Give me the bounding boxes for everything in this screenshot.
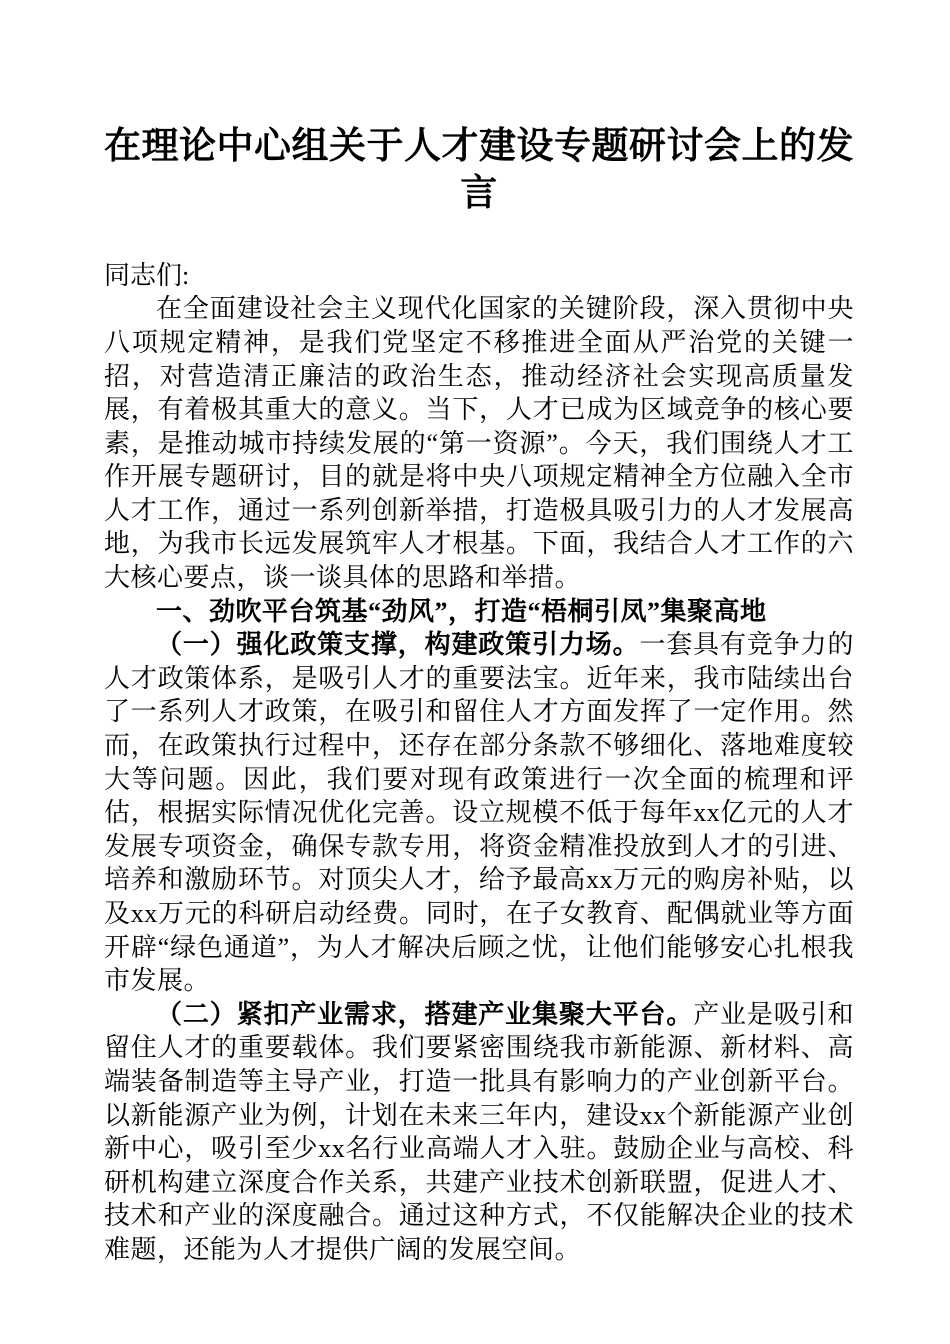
document-title: 在理论中心组关于人才建设专题研讨会上的发言 [104,125,854,214]
subsection-1-body: 一套具有竞争力的人才政策体系，是吸引人才的重要法宝。近年来，我市陆续出台了一系列人才政策，在吸引和留住人才方面发挥了一定作用。然而，在政策执行过程中，还存在部分条款不够细化、落地难度较大等问题。因此，我们要对现有政策进行一次全面的梳理和评估，根据实际情况优化完善。设立规模不低于每年xx亿元的人才发展专项资金，确保专款专用，将资金精准投放到人才的引进、培养和激励环节。对顶尖人才，给予最高xx万元的购房补贴，以及xx万元的科研启动经费。同时，在子女教育、配偶就业等方面开辟“绿色通道”，为人才解决后顾之忧，让他们能够安心扎根我市发展。 [104,630,854,996]
subsection-paragraph-1 [104,628,854,998]
salutation: 同志们: [104,260,190,290]
intro-paragraph: 在全面建设社会主义现代化国家的关键阶段，深入贯彻中央八项规定精神，是我们党坚定不移推进全面从严治党的关键一招，对营造清正廉洁的政治生态，推动经济社会实现高质量发展，有着极其重大的意义。当下，人才已成为区域竞争的核心要素，是推动城市持续发展的“第一资源”。今天，我们围绕人才工作开展专题研讨，目的就是将中央八项规定精神全方位融入全市人才工作，通过一系列创新举措，打造极具吸引力的人才发展高地，为我市长远发展筑牢人才根基。下面，我结合人才工作的六大核心要点，谈一谈具体的思路和举措。 [104,294,854,593]
subsection-2-body: 产业是吸引和留住人才的重要载体。我们要紧密围绕我市新能源、新材料、高端装备制造等主导产业，打造一批具有影响力的产业创新平台。以新能源产业为例，计划在未来三年内，建设xx个新能源产业创新中心，吸引至少xx名行业高端人才入驻。鼓励企业与高校、科研机构建立深度合作关系，共建产业技术创新联盟，促进人才、技术和产业的深度融合。通过这种方式，不仅能解决企业的技术难题，还能为人才提供广阔的发展空间。 [104,999,854,1264]
subsection-2-lead: （二）紧扣产业需求，搭建产业集聚大平台。 [156,999,694,1029]
subsection-paragraph-2 [104,998,854,1267]
subsection-1-lead: （一）强化政策支撑，构建政策引力场。 [156,630,640,660]
section-heading-1: 一、劲吹平台筑基“劲风”，打造“梧桐引凤”集聚高地 [156,596,767,626]
